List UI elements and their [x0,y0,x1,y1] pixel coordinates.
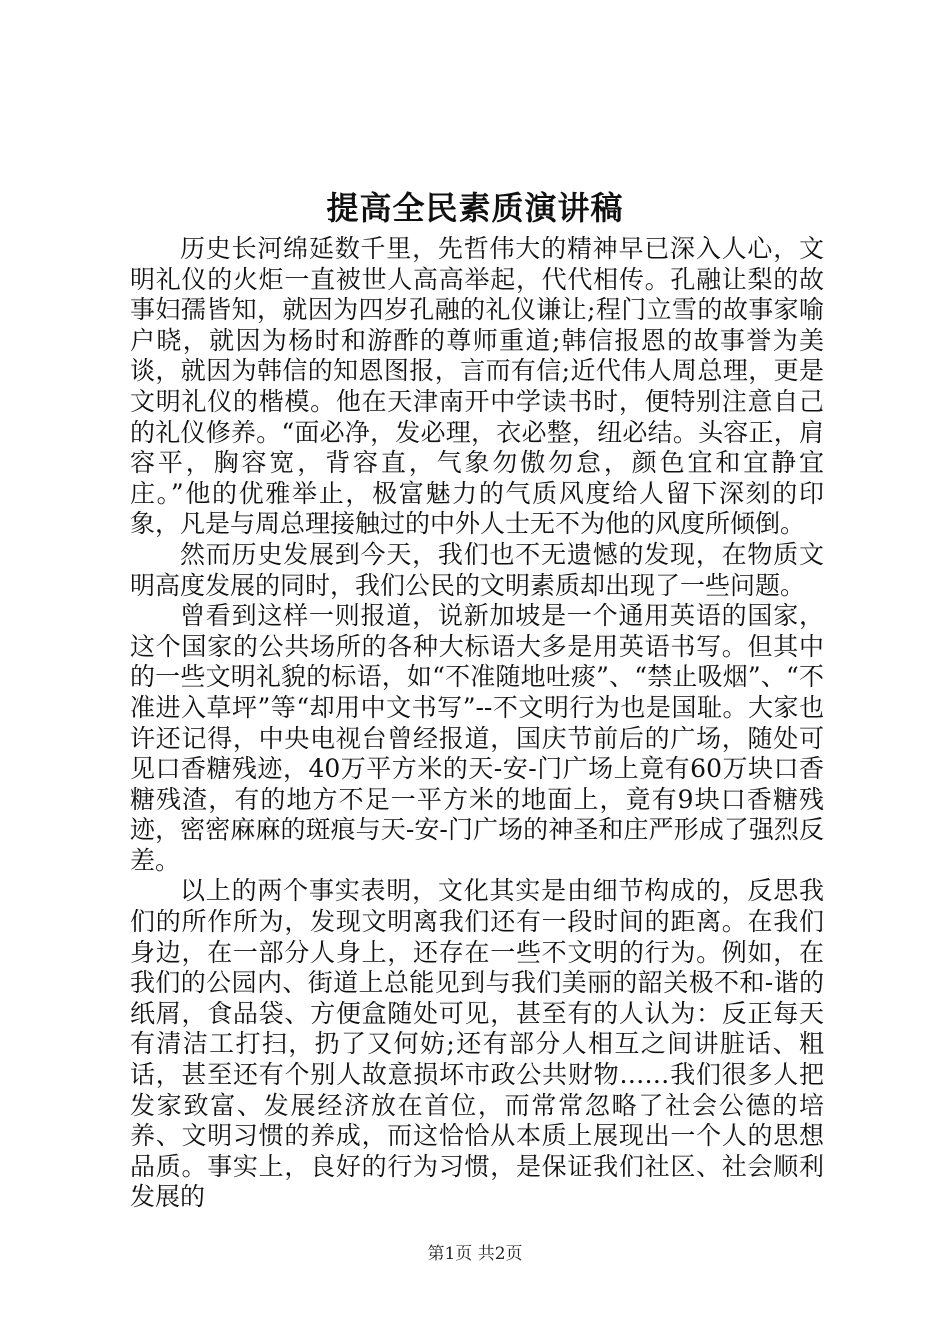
paragraph-4: 以上的两个事实表明，文化其实是由细节构成的，反思我们的所作所为，发现文明离我们还有一段时间的距离。在我们身边，在一部分人身上，还存在一些不文明的行为。例如，在我们的公园内、街道上总能见到与我们美丽的韶关极不和-谐的纸屑，食品袋、方便盒随处可见，甚至有的人认为：反正每天有清洁工打扫，扔了又何妨;还有部分人相互之间讲脏话、粗话，甚至还有个别人故意损坏市政公共财物……我们很多人把发家致富、发展经济放在首位，而常常忽略了社会公德的培养、文明习惯的养成，而这恰恰从本质上展现出一个人的思想品质。事实上，良好的行为习惯，是保证我们社区、社会顺利发展的 [130,876,824,1212]
document-body [130,234,824,1213]
paragraph-3: 曾看到这样一则报道，说新加坡是一个通用英语的国家，这个国家的公共场所的各种大标语大多是用英语书写。但其中的一些文明礼貌的标语，如“不准随地吐痰”、“禁止吸烟”、“不准进入草坪”等“却用中文书写”--不文明行为也是国耻。大家也许还记得，中央电视台曾经报道，国庆节前后的广场，随处可见口香糖残迹，40万平方米的天-安-门广场上竟有60万块口香糖残渣，有的地方不足一平方米的地面上，竟有9块口香糖残迹，密密麻麻的斑痕与天-安-门广场的神圣和庄严形成了强烈反差。 [130,601,824,875]
paragraph-1: 历史长河绵延数千里，先哲伟大的精神早已深入人心，文明礼仪的火炬一直被世人高高举起，代代相传。孔融让梨的故事妇孺皆知，就因为四岁孔融的礼仪谦让;程门立雪的故事家喻户晓，就因为杨时和游酢的尊师重道;韩信报恩的故事誉为美谈，就因为韩信的知恩图报，言而有信;近代伟人周总理，更是文明礼仪的楷模。他在天津南开中学读书时，便特别注意自己的礼仪修养。“面必净，发必理，衣必整，纽必结。头容正，肩容平，胸容宽，背容直，气象勿傲勿怠，颜色宜和宜静宜庄。”他的优雅举止，极富魅力的气质风度给人留下深刻的印象，凡是与周总理接触过的中外人士无不为他的风度所倾倒。 [130,234,824,539]
page-number-footer: 第1页 共2页 [427,1244,523,1264]
document-title: 提高全民素质演讲稿 [326,189,624,227]
paragraph-2: 然而历史发展到今天，我们也不无遗憾的发现，在物质文明高度发展的同时，我们公民的文明素质却出现了一些问题。 [130,539,824,600]
